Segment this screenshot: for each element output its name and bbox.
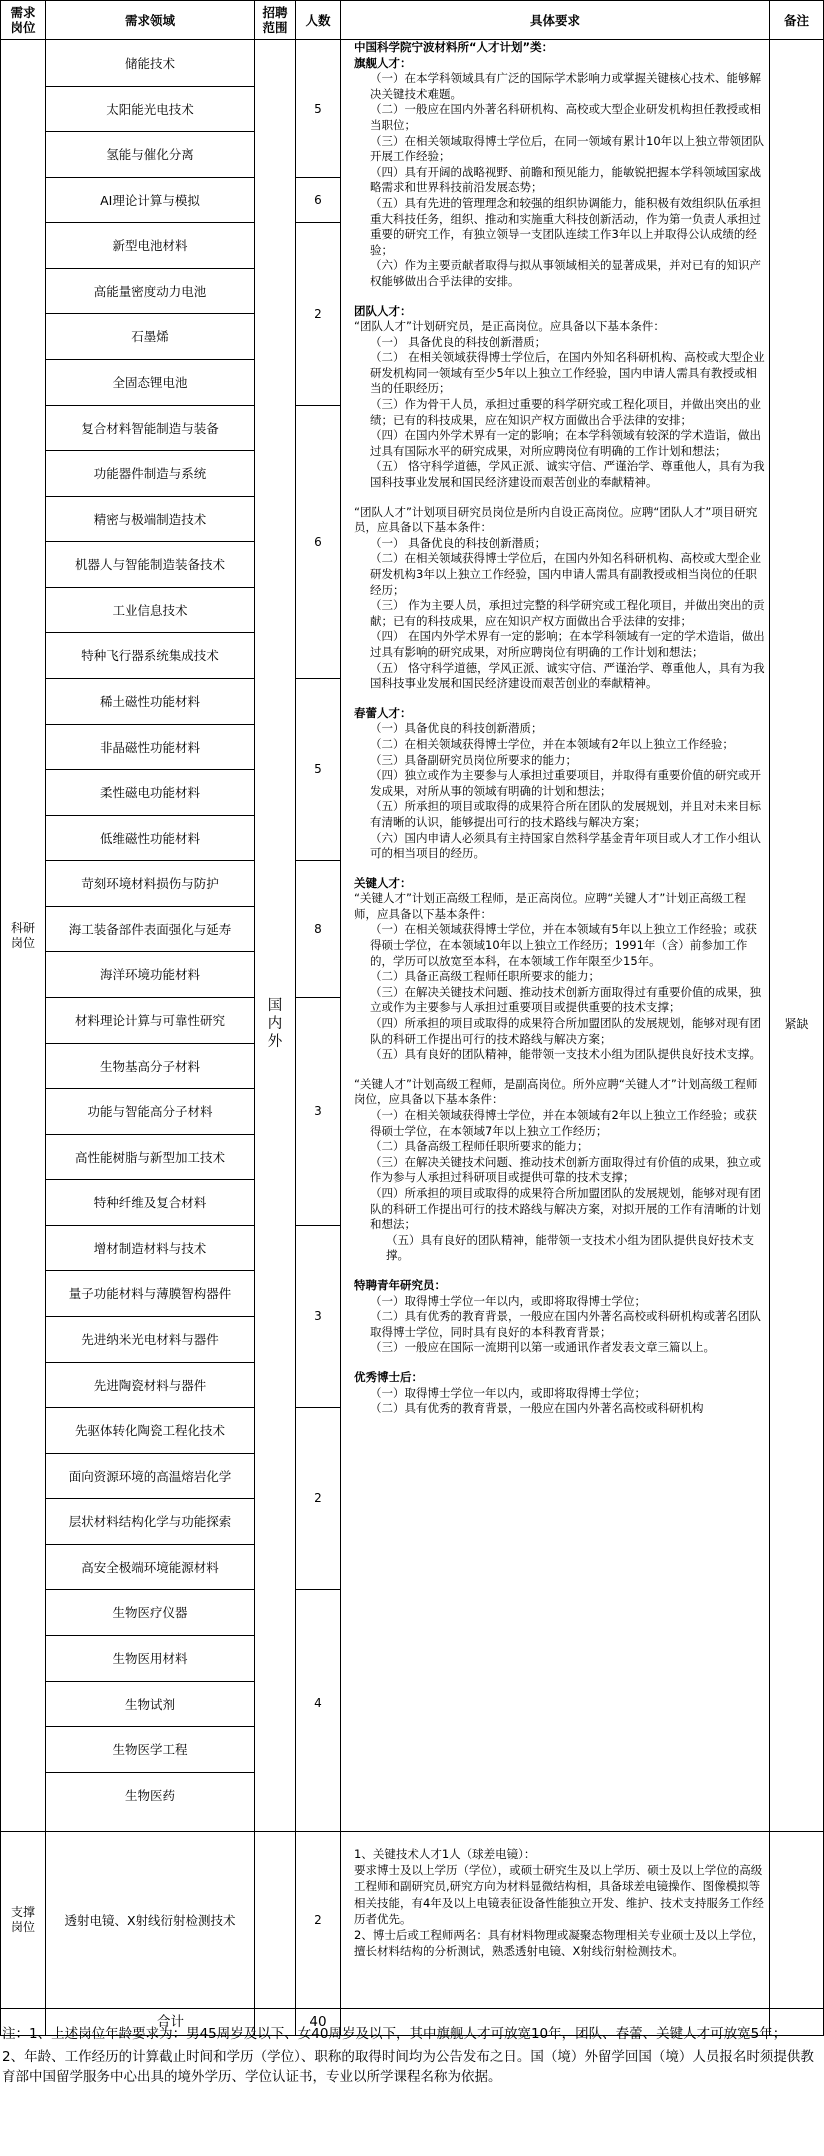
- req-item: （二）具备正高级工程师任职所要求的能力；: [370, 969, 600, 984]
- count-cell: 5: [314, 762, 322, 776]
- req-item: （四）具有开阔的战略视野、前瞻和预见能力，能敏锐把握本学科领域国家战略需求和世界科技前沿发展态势；: [370, 164, 761, 195]
- req-item: （三）在解决关键技术问题、推动技术创新方面取得过有重要价值的成果，独立或作为主要参与人承担过重要项目或提供重要的技术支撑；: [370, 984, 761, 1015]
- req-item: （四）所承担的项目或取得的成果符合所加盟团队的发展规划，能够对现有团队的科研工作提出可行的技术路线与解决方案；: [370, 1016, 761, 1046]
- header-area: 需求领域: [124, 12, 175, 28]
- req-item: （一） 具备优良的科技创新潜质；: [370, 535, 547, 550]
- req-item: （五） 恪守科学道德，学风正派、诚实守信、严谨治学、尊重他人，具有为我国科技事业发展和国民经济建设而艰苦创业的奉献精神。: [370, 660, 765, 691]
- group-research-text: 科研 岗位: [10, 920, 35, 950]
- area-cell: 机器人与智能制造装备技术: [74, 557, 225, 572]
- area-cell: 新型电池材料: [112, 238, 188, 253]
- area-cell: 生物医用材料: [112, 1651, 188, 1666]
- count-cell: 3: [314, 1104, 322, 1118]
- total-label: 合计: [157, 2013, 184, 2030]
- req-item: （二）一般应在国内外著名科研机构、高校或大型企业研发机构担任教授或相当职位；: [370, 102, 761, 132]
- total-value: 40: [309, 2013, 327, 2030]
- req-item: （四）所承担的项目或取得的成果符合所加盟团队的发展规划，能够对现有团队的科研工作提出可行的技术路线与解决方案，对拟开展的工作有清晰的计划和想法；: [370, 1185, 761, 1232]
- group-research: [1, 40, 45, 1831]
- req-item: （五） 恪守科学道德，学风正派、诚实守信、严谨治学、尊重他人，具有为我国科技事业发展和国民经济建设而艰苦创业的奉献精神。: [370, 459, 765, 490]
- req-item: （二）具备高级工程师任职所要求的能力；: [370, 1139, 589, 1154]
- area-cell: 材料理论计算与可靠性研究: [74, 1013, 225, 1028]
- group-support: [1, 1832, 45, 2008]
- req-item: （一） 具备优良的科技创新潜质；: [370, 334, 547, 349]
- notes: [2, 2024, 822, 2090]
- req-item: （五）具有良好的团队精神，能带领一支技术小组为团队提供良好技术支撑。: [370, 1047, 761, 1062]
- key-heading: 关键人才：: [354, 875, 412, 890]
- header-post-text: 需求 岗位: [10, 5, 36, 35]
- count-cell: 6: [314, 192, 322, 207]
- req-item: （四）独立或作为主要参与人承担过重要项目，并取得有重要价值的研究或开发成果，对所从事的领域有明确的计划和想法；: [370, 768, 761, 798]
- scope-value-text: 国 内 外: [267, 998, 283, 1050]
- area-cell: 功能器件制造与系统: [93, 466, 207, 481]
- req-item: （二）具有优秀的教育背景，一般应在国内外著名高校或科研机构或著名团队取得博士学位，同时具有良好的本科教育背景；: [370, 1309, 761, 1339]
- area-cell: AI理论计算与模拟: [100, 192, 200, 208]
- req-item: （一）在相关领域获得博士学位，并在本领域有2年以上独立工作经验；或获得硕士学位，在本领域7年以上独立工作经历；: [370, 1108, 757, 1138]
- header-remark: 备注: [783, 12, 809, 28]
- area-cell: 全固态锂电池: [112, 375, 188, 390]
- req-item: （三） 作为主要人员，承担过完整的科学研究或工程化项目，并做出突出的贡献；已有的科技成果，应在知识产权方面做出合乎法律的安排；: [370, 598, 765, 628]
- area-cell: 生物试剂: [124, 1696, 175, 1712]
- area-cell: 功能与智能高分子材料: [87, 1104, 213, 1119]
- area-cell: 精密与极端制造技术: [93, 511, 207, 527]
- count-cell: 5: [314, 101, 322, 116]
- header-count: 人数: [305, 12, 331, 28]
- flagship-heading: 旗舰人才：: [354, 55, 412, 70]
- header-post: [1, 1, 45, 39]
- area-cell: 层状材料结构化学与功能探索: [68, 1514, 232, 1529]
- area-cell: 低维磁性功能材料: [99, 830, 200, 846]
- area-cell: 生物基高分子材料: [99, 1058, 200, 1074]
- count-cell: 3: [314, 1309, 322, 1323]
- req-item: （二）在相关领域获得博士学位，并在本领域有2年以上独立工作经验；: [370, 736, 734, 751]
- area-cell: 生物医药: [124, 1787, 175, 1803]
- support-count: 2: [314, 1912, 322, 1927]
- area-cell: 稀土磁性功能材料: [99, 694, 200, 709]
- area-cell: 工业信息技术: [112, 602, 188, 618]
- area-cell: 复合材料智能制造与装备: [81, 420, 219, 436]
- count-cell: 8: [314, 921, 322, 936]
- scope-value: [255, 40, 295, 2008]
- area-cell: 高性能树脂与新型加工技术: [74, 1149, 225, 1165]
- req-item: （三）具备副研究员岗位所要求的能力；: [370, 752, 577, 767]
- support-line: 2、博士后或工程师两名：具有材料物理或凝聚态物理相关专业硕士及以上学位，擅长材料结构的分析测试，熟悉透射电镜、X射线衍射检测技术。: [354, 1928, 764, 1959]
- area-cell: 增材制造材料与技术: [93, 1240, 207, 1256]
- req-item: （三）一般应在国际一流期刊以第一或通讯作者发表文章三篇以上。: [370, 1340, 715, 1355]
- req-item: （五）所承担的项目或取得的成果符合所在团队的发展规划，并且对未来目标有清晰的认识，能够提出可行的技术路线与解决方案；: [370, 799, 761, 829]
- req-item: （三）在解决关键技术问题、推动技术创新方面取得过有价值的成果，独立或作为参与人承担过科研项目或提供可靠的技术支撑；: [370, 1154, 761, 1185]
- req-item: （四） 在国内外学术界有一定的影响；在本学科领域有一定的学术造诣，做出过具有影响的研究成果，对所应聘岗位有明确的工作计划和想法；: [370, 629, 765, 659]
- area-cell: 量子功能材料与薄膜智构器件: [68, 1286, 232, 1301]
- area-cell: 生物医疗仪器: [112, 1605, 188, 1620]
- req-item: （一）在本学科领域具有广泛的国际学术影响力或掌握关键核心技术、能够解决关键技术难题。: [370, 71, 761, 101]
- area-cell: 柔性磁电功能材料: [99, 785, 200, 800]
- req-item: （四）在国内外学术界有一定的影响；在本学科领域有较深的学术造诣，做出过具有国际水平的研究成果，对所应聘岗位有明确的工作计划和想法；: [370, 428, 761, 458]
- support-line: 1、关键技术人才1人（球差电镜）：: [354, 1847, 536, 1861]
- req-intro: “团队人才”计划项目研究员岗位是所内自设正高岗位。应聘“团队人才”项目研究员，应具备以下基本条件：: [354, 504, 758, 535]
- support-area: 透射电镜、X射线衍射检测技术: [64, 1912, 236, 1928]
- support-line: 要求博士及以上学历（学位），或硕士研究生及以上学历、硕士及以上学位的高级工程师和副研究员,研究方向为材料显微结构相，具备球差电镜操作、图像模拟等相关技能，有4年及以上电镜表征设备性能独立开发、维护、技术支持服务工作经历者优先。: [354, 1863, 764, 1926]
- remark-value: 紧缺: [784, 1016, 809, 1031]
- header-requirement: 具体要求: [529, 12, 580, 28]
- team-heading: 团队人才：: [354, 303, 412, 318]
- req-intro: “团队人才”计划研究员，是正高岗位。应具备以下基本条件：: [354, 319, 665, 334]
- count-cell: 2: [314, 306, 322, 321]
- area-cell: 特种纤维及复合材料: [93, 1195, 207, 1210]
- note-line: 注：1、上述岗位年龄要求为：男45周岁及以下、女40周岁及以下，其中旗舰人才可放宽10年，团队、春蕾、关键人才可放宽5年；: [2, 2026, 787, 2042]
- area-cell: 生物医学工程: [112, 1742, 188, 1757]
- area-cell: 面向资源环境的高温熔岩化学: [68, 1468, 232, 1484]
- area-cell: 海洋环境功能材料: [99, 967, 200, 982]
- young-heading: 特聘青年研究员：: [354, 1277, 446, 1292]
- area-cell: 苛刻环境材料损伤与防护: [81, 876, 219, 891]
- area-cell: 高能量密度动力电池: [93, 283, 207, 299]
- postdoc-heading: 优秀博士后：: [354, 1369, 423, 1384]
- req-item: （二）在相关领域获得博士学位后，在国内外知名科研机构、高校或大型企业研发机构3年以上独立工作经验，国内申请人需具有副教授或相当岗位的任职经历；: [370, 551, 761, 597]
- req-item: （五）具有先进的管理理念和较强的组织协调能力，能积极有效组织队伍承担重大科技任务，组织、推动和实施重大科技创新活动，作为第一负责人承担过重要的研究工作，有独立领导一支团队连续工作3年以上并取得公认成绩的经验；: [370, 195, 761, 257]
- support-requirement: [354, 1846, 768, 1959]
- area-cell: 储能技术: [124, 56, 175, 71]
- area-cell: 先驱体转化陶瓷工程化技术: [74, 1423, 225, 1438]
- area-cell: 太阳能光电技术: [106, 101, 194, 117]
- req-title: 中国科学院宁波材料所“人才计划”类：: [354, 40, 554, 54]
- note-line: 2、年龄、工作经历的计算截止时间和学历（学位）、职称的取得时间均为公告发布之日。国（境）外留学回国（境）人员报名时须提供教育部中国留学服务中心出具的境外学历、学位认证书，专业以所学课程名称为依据。: [2, 2049, 814, 2085]
- header-scope: [255, 1, 295, 39]
- area-cell: 特种飞行器系统集成技术: [81, 648, 219, 663]
- area-cell: 氢能与催化分离: [106, 147, 194, 162]
- bud-heading: 春蕾人才：: [354, 705, 412, 720]
- req-item: （一）取得博士学位一年以内，或即将取得博士学位；: [370, 1385, 646, 1400]
- area-cell: 先进陶瓷材料与器件: [93, 1377, 207, 1393]
- req-item: （三）作为骨干人员，承担过重要的科学研究或工程化项目，并做出突出的业绩；已有的科技成果，应在知识产权方面做出合乎法律的安排；: [370, 397, 761, 427]
- requirement-text: [354, 40, 768, 1827]
- group-support-text: 支撑 岗位: [10, 1905, 35, 1934]
- req-intro: “关键人才”计划正高级工程师，是正高岗位。应聘“关键人才”计划正高级工程师，应具备以下基本条件：: [354, 891, 746, 921]
- req-item: （二）具有优秀的教育背景，一般应在国内外著名高校或科研机构: [370, 1401, 704, 1416]
- req-item: （一）在相关领域获得博士学位，并在本领域有5年以上独立工作经验；或获得硕士学位，在本领域10年以上独立工作经历；1991年（含）前参加工作的，学历可以放宽至本科，在本领域工作年限至少15年。: [370, 922, 757, 968]
- req-item: （五）具有良好的团队精神，能带领一支技术小组为团队提供良好技术支撑。: [386, 1232, 754, 1263]
- req-intro: “关键人才”计划高级工程师，是副高岗位。所外应聘“关键人才”计划高级工程师岗位，应具备以下基本条件：: [354, 1076, 758, 1107]
- area-cell: 非晶磁性功能材料: [99, 739, 200, 755]
- area-cell: 海工装备部件表面强化与延寿: [68, 921, 232, 937]
- req-item: （二） 在相关领域获得博士学位后，在国内外知名科研机构、高校或大型企业研发机构同一领域有至少5年以上独立工作经验，国内申请人需具有教授或相当的任职经历；: [370, 350, 765, 396]
- count-cell: 6: [314, 534, 322, 549]
- req-item: （六）国内申请人必须具有主持国家自然科学基金青年项目或人才工作小组认可的相当项目的经历。: [370, 830, 761, 861]
- req-item: （六）作为主要贡献者取得与拟从事领域相关的显著成果，并对已有的知识产权能够做出合乎法律的安排。: [370, 258, 761, 288]
- req-item: （三）在相关领域取得博士学位后，在同一领域有累计10年以上独立带领团队开展工作经验；: [370, 133, 765, 164]
- header-scope-text: 招聘 范围: [262, 5, 288, 35]
- area-cell: 高安全极端环境能源材料: [81, 1559, 219, 1575]
- area-cell: 石墨烯: [131, 329, 169, 344]
- req-item: （一）取得博士学位一年以内，或即将取得博士学位；: [370, 1293, 646, 1308]
- req-item: （一）具备优良的科技创新潜质；: [370, 721, 543, 736]
- area-cell: 先进纳米光电材料与器件: [81, 1332, 219, 1347]
- count-cell: 4: [314, 1696, 322, 1710]
- count-cell: 2: [314, 1491, 322, 1505]
